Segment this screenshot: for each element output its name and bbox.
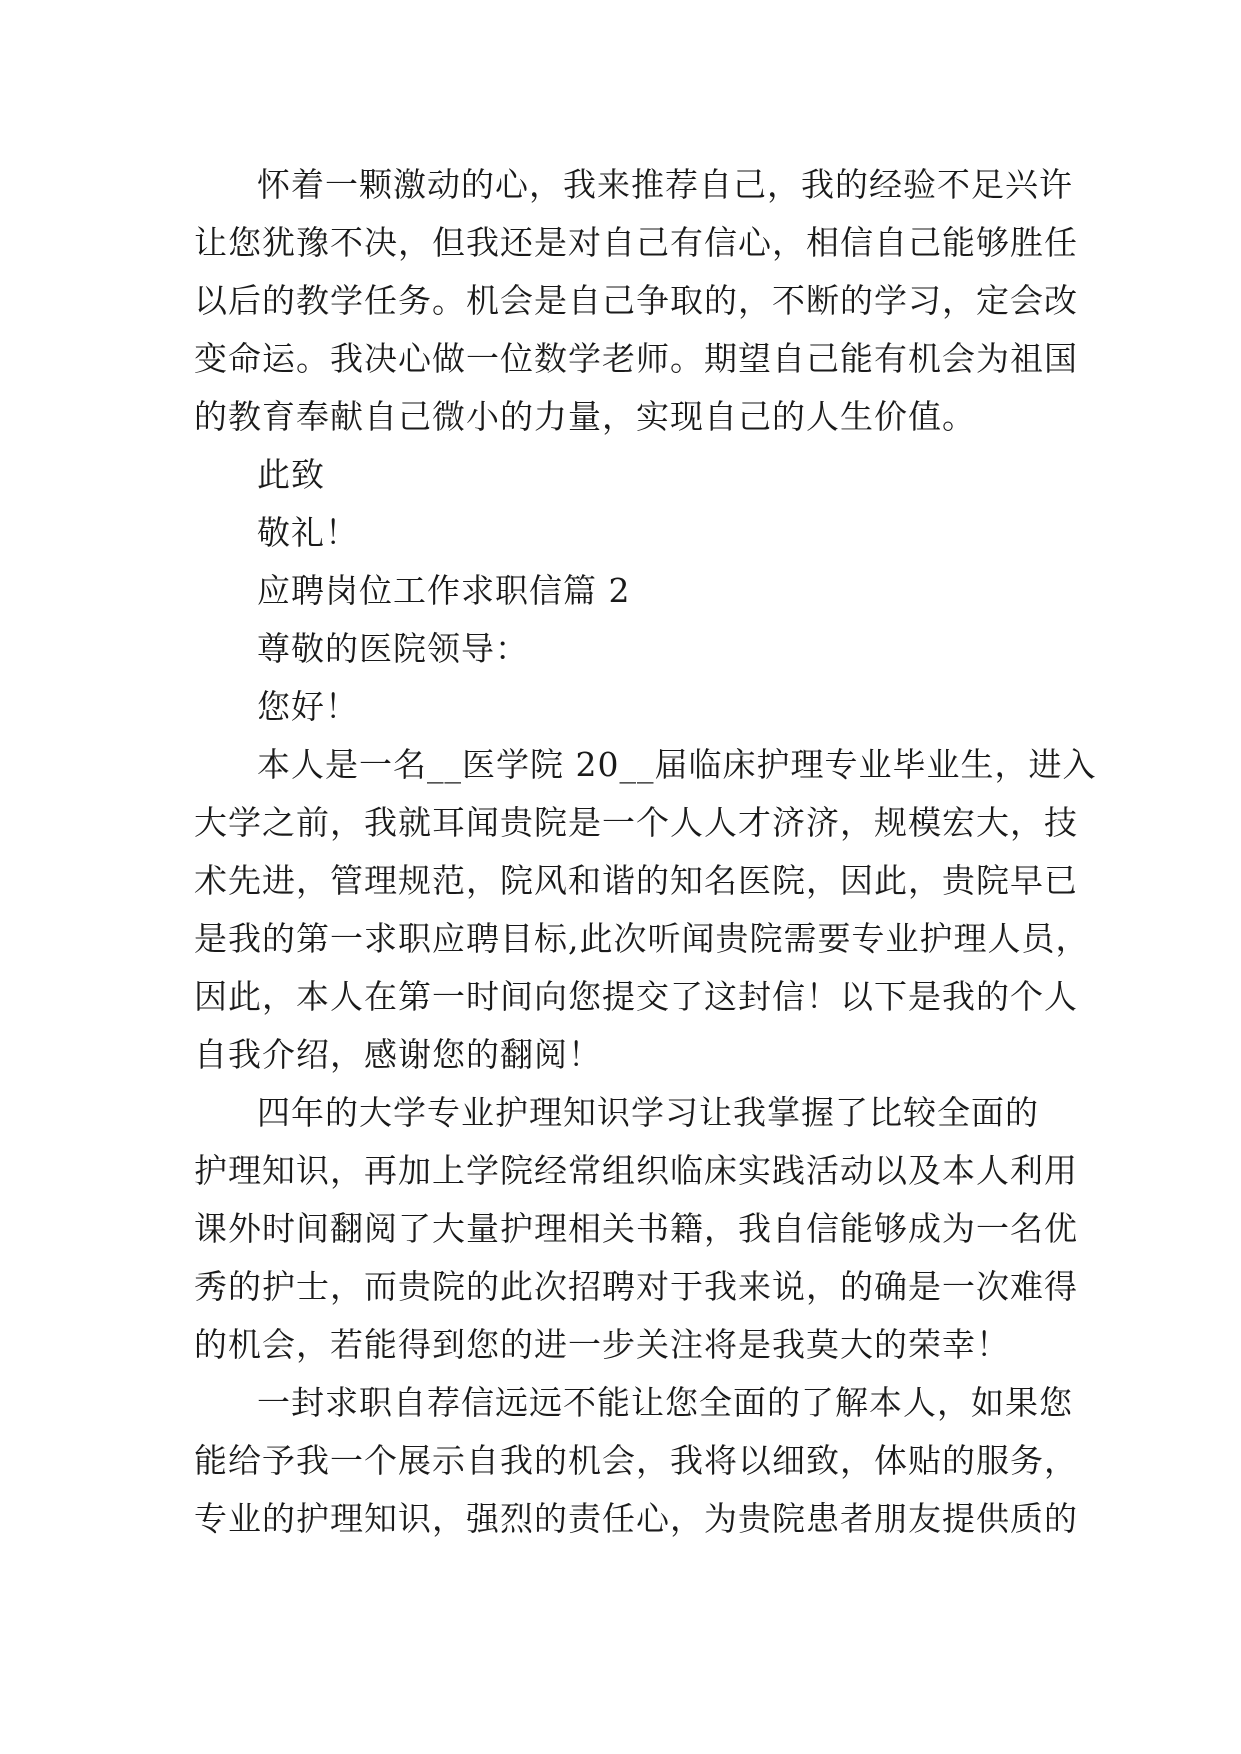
paragraph-line: 让您犹豫不决，但我还是对自己有信心，相信自己能够胜任 [194, 223, 1078, 262]
paragraph-line: 术先进，管理规范，院风和谐的知名医院，因此，贵院早已 [194, 861, 1078, 900]
paragraph-line: 自我介绍，感谢您的翻阅！ [194, 1035, 602, 1074]
paragraph-line: 的教育奉献自己微小的力量，实现自己的人生价值。 [194, 397, 976, 436]
paragraph-line: 护理知识，再加上学院经常组织临床实践活动以及本人利用 [194, 1151, 1078, 1190]
greeting-line: 您好！ [257, 687, 359, 726]
paragraph-line: 四年的大学专业护理知识学习让我掌握了比较全面的 [257, 1093, 1039, 1132]
paragraph-line: 能给予我一个展示自我的机会，我将以细致，体贴的服务， [194, 1441, 1078, 1480]
greeting-line: 尊敬的医院领导： [257, 629, 529, 668]
paragraph-line: 课外时间翻阅了大量护理相关书籍，我自信能够成为一名优 [194, 1209, 1078, 1248]
paragraph-line: 的机会，若能得到您的进一步关注将是我莫大的荣幸！ [194, 1325, 1010, 1364]
paragraph-line: 变命运。我决心做一位数学老师。期望自己能有机会为祖国 [194, 339, 1078, 378]
paragraph-line: 本人是一名__医学院 20__届临床护理专业毕业生，进入 [257, 745, 1097, 784]
paragraph-line: 秀的护士，而贵院的此次招聘对于我来说，的确是一次难得 [194, 1267, 1078, 1306]
paragraph-line: 是我的第一求职应聘目标,此次听闻贵院需要专业护理人员， [194, 919, 1090, 958]
paragraph-line: 专业的护理知识，强烈的责任心，为贵院患者朋友提供质的 [194, 1499, 1078, 1538]
paragraph-line: 一封求职自荐信远远不能让您全面的了解本人，如果您 [257, 1383, 1073, 1422]
paragraph-line: 怀着一颗激动的心，我来推荐自己，我的经验不足兴许 [257, 165, 1073, 204]
paragraph-line: 大学之前，我就耳闻贵院是一个人人才济济，规模宏大，技 [194, 803, 1078, 842]
paragraph-line: 以后的教学任务。机会是自己争取的，不断的学习，定会改 [194, 281, 1078, 320]
salutation-line: 敬礼！ [257, 513, 359, 552]
closing-line: 此致 [257, 455, 325, 494]
paragraph-line: 因此，本人在第一时间向您提交了这封信！以下是我的个人 [194, 977, 1078, 1016]
section-heading: 应聘岗位工作求职信篇 2 [257, 571, 631, 610]
